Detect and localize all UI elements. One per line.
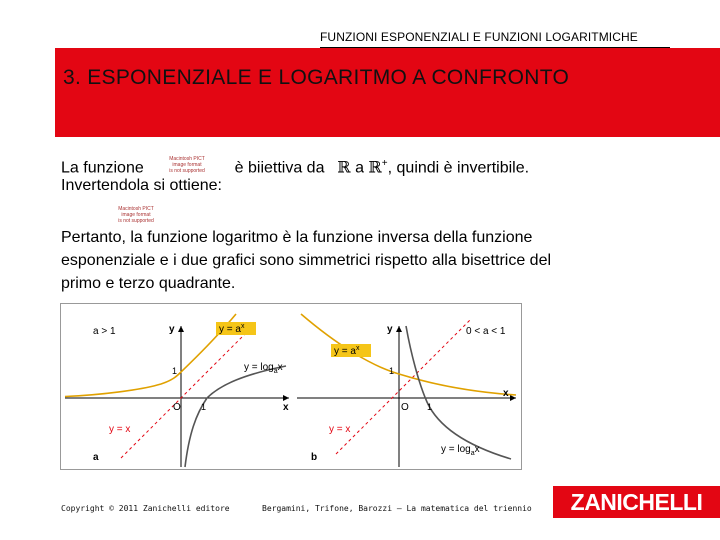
paragraph-conclusion-line1: Pertanto, la funzione logaritmo è la funzione inversa della funzione [61, 229, 533, 246]
section-banner [55, 48, 720, 137]
graph-a-y-label: y [169, 324, 175, 335]
graph-b-exp-label: $y = a^x$ [334, 345, 360, 357]
graph-b-one-y: 1 [389, 366, 395, 376]
intro-tail: , quindi è invertibile. [387, 159, 530, 177]
codomain-symbol: ℝ [368, 157, 382, 177]
graph-a-one-x: 1 [201, 402, 207, 412]
paragraph-intro-line1 [61, 154, 529, 178]
graph-a-cond: a > 1 [93, 326, 116, 337]
graph-b-panel: b [311, 452, 318, 463]
missing-image-placeholder-2: Macintosh PICT image format is not supported [118, 206, 154, 224]
paragraph-conclusion-line3: primo e terzo quadrante. [61, 275, 236, 292]
graph-b-cond: 0 < a < 1 [466, 326, 506, 337]
graph-b [294, 305, 520, 468]
domain-symbol: ℝ [337, 157, 351, 177]
section-heading: 3. ESPONENZIALE E LOGARITMO A CONFRONTO [63, 66, 570, 89]
missing-image-placeholder: Macintosh PICT image format is not supported [169, 156, 205, 174]
graphs-svg [61, 304, 521, 469]
graph-a-bis-label: y = x [109, 424, 131, 435]
graph-a-x-label: x [283, 402, 289, 413]
graph-a [62, 305, 290, 468]
intro-connector: a [355, 159, 365, 177]
graph-b-bis-label: y = x [329, 424, 351, 435]
graph-b-y-label: y [387, 324, 393, 335]
graph-b-x-label: x [503, 388, 509, 399]
intro-lead: La funzione [61, 159, 144, 177]
graph-a-panel: a [93, 452, 99, 463]
chapter-title: FUNZIONI ESPONENZIALI E FUNZIONI LOGARITMICHE [320, 30, 638, 44]
graph-a-exp-label: $y = a^x$ [219, 323, 245, 335]
publisher-logo: ZANICHELLI [553, 486, 720, 518]
graph-a-one-y: 1 [172, 366, 178, 376]
graph-b-log-label: $y = \log_ax$ [441, 444, 480, 457]
footer-authors: Bergamini, Trifone, Barozzi – La matematica del triennio [262, 504, 532, 513]
footer-copyright: Copyright © 2011 Zanichelli editore [61, 504, 230, 513]
graph-a-origin: O [173, 402, 181, 413]
graph-b-one-x: 1 [427, 402, 433, 412]
graph-b-origin: O [401, 402, 409, 413]
codomain-sup: + [381, 158, 388, 169]
graph-a-log-label: $y = \log_ax$ [244, 362, 283, 375]
top-header [0, 0, 720, 48]
intro-mid: è biiettiva da [234, 159, 325, 177]
paragraph-intro-line2: Invertendola si ottiene: [61, 177, 222, 194]
paragraph-conclusion-line2: esponenziale e i due grafici sono simmetrici rispetto alla bisettrice del [61, 252, 552, 269]
graphs-figure [60, 303, 522, 470]
